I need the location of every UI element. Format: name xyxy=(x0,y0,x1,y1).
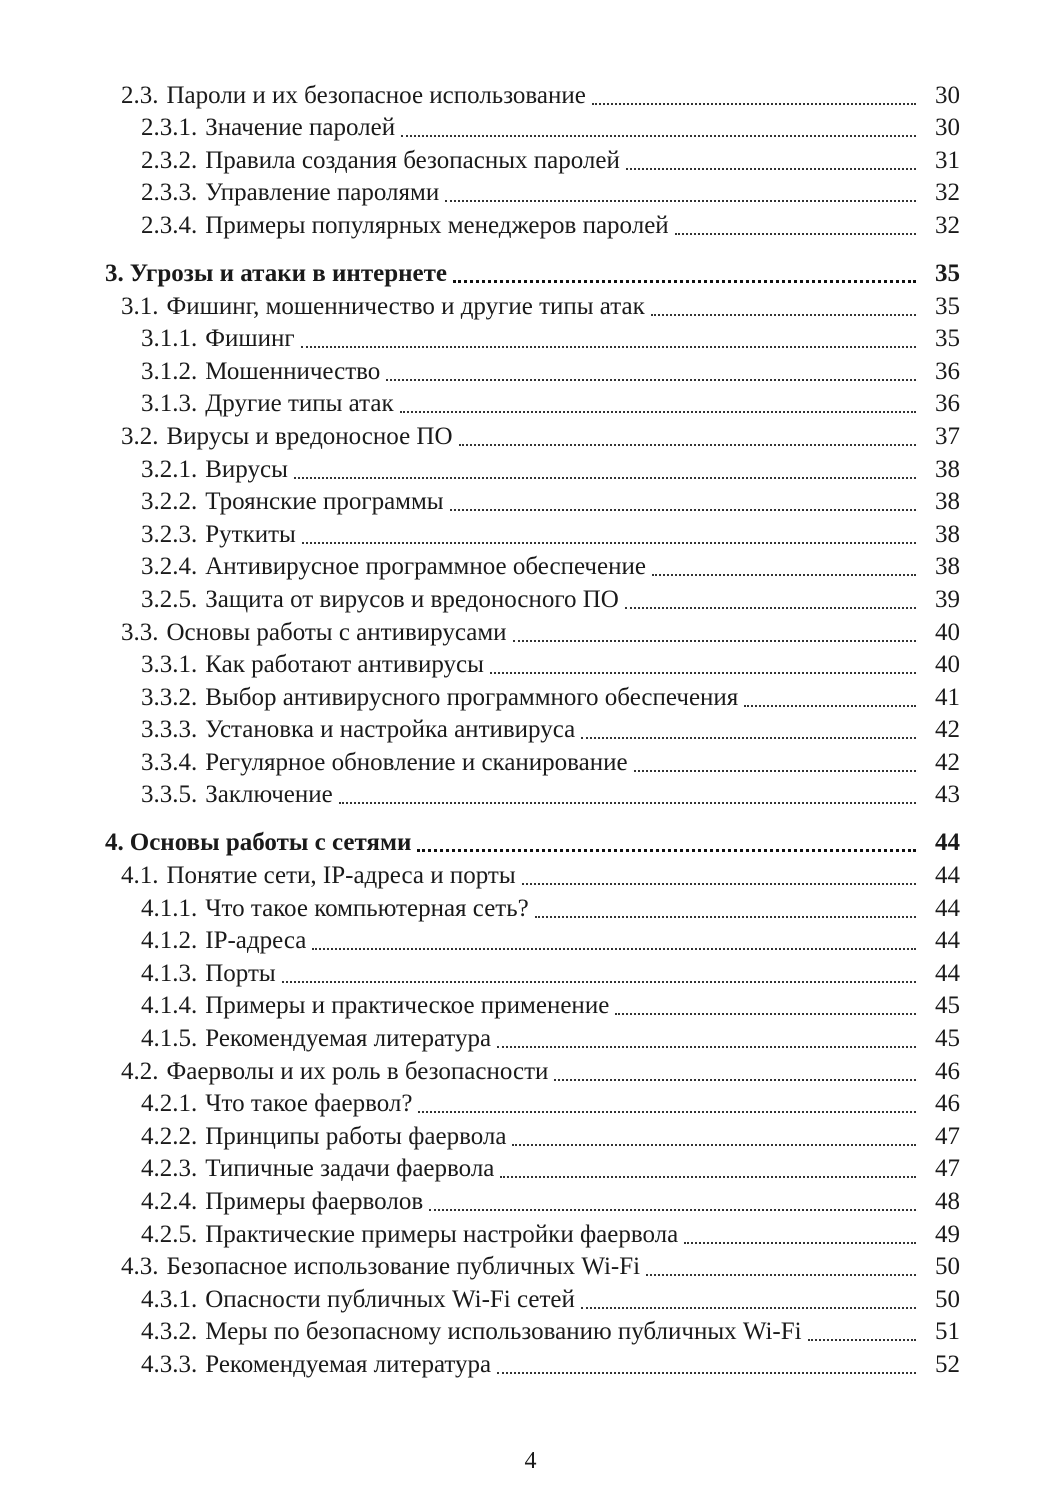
toc-entry[interactable] xyxy=(0,1120,1061,1153)
toc-entry[interactable] xyxy=(0,1185,1061,1218)
toc-entry-page: 30 xyxy=(935,114,960,142)
dot-leader xyxy=(513,640,916,642)
toc-entry-title: Опасности публичных Wi-Fi сетей xyxy=(205,1285,575,1313)
toc-entry-page: 46 xyxy=(935,1090,960,1118)
toc-entry-number: 3.2.4. xyxy=(141,553,198,581)
toc-entry-title: Заключение xyxy=(205,781,333,809)
toc-entry-title: Практические примеры настройки фаервола xyxy=(205,1220,679,1248)
toc-entry-title: Основы работы с антивирусами xyxy=(166,618,507,646)
toc-entry[interactable] xyxy=(0,453,1061,486)
toc-entry[interactable] xyxy=(0,859,1061,892)
toc-entry-number: 3.2.2. xyxy=(141,488,198,516)
toc-entry-number: 3.2. xyxy=(121,422,159,450)
toc-entry[interactable] xyxy=(0,1348,1061,1381)
dot-leader xyxy=(450,509,916,511)
toc-entry-number: 4.1.2. xyxy=(141,927,198,955)
toc-entry-number: 4.3.3. xyxy=(141,1350,198,1378)
toc-entry-page: 40 xyxy=(935,618,960,646)
toc-entry-number: 4.2.2. xyxy=(141,1122,198,1150)
toc-entry[interactable] xyxy=(0,486,1061,519)
toc-entry-number: 4.2.1. xyxy=(141,1090,198,1118)
toc-entry[interactable] xyxy=(0,1251,1061,1284)
toc-entry-number: 3.2.1. xyxy=(141,455,198,483)
toc-entry-number: 4.3.1. xyxy=(141,1285,198,1313)
dot-leader xyxy=(625,607,916,609)
dot-leader xyxy=(808,1339,916,1341)
toc-entry-page: 47 xyxy=(935,1122,960,1150)
toc-entry-page: 44 xyxy=(935,894,960,922)
toc-entry[interactable] xyxy=(0,1218,1061,1251)
toc-entry-title: Управление паролями xyxy=(205,179,440,207)
toc-entry-number: 4.3.2. xyxy=(141,1318,198,1346)
dot-leader xyxy=(652,574,916,576)
toc-entry-number: 3.3.2. xyxy=(141,683,198,711)
toc-entry-number: 3.3.5. xyxy=(141,781,198,809)
toc-entry-number: 3.1.2. xyxy=(141,357,198,385)
dot-leader xyxy=(581,737,916,739)
page-number: 4 xyxy=(524,1448,537,1474)
toc-entry-page: 38 xyxy=(935,455,960,483)
dot-leader xyxy=(459,444,916,446)
toc-entry-number: 3.3. xyxy=(121,618,159,646)
dot-leader xyxy=(282,981,916,983)
toc-entry-number: 2.3.3. xyxy=(141,179,198,207)
toc-entry-title: Понятие сети, IP-адреса и порты xyxy=(166,862,516,890)
dot-leader xyxy=(744,705,916,707)
dot-leader xyxy=(684,1242,916,1244)
toc-entry-number: 3.3.1. xyxy=(141,651,198,679)
toc-entry-page: 32 xyxy=(935,179,960,207)
toc-entry-page: 30 xyxy=(935,81,960,109)
toc-entry[interactable] xyxy=(0,925,1061,958)
toc-entry[interactable] xyxy=(0,518,1061,551)
toc-entry-number: 3.1.1. xyxy=(141,325,198,353)
toc-entry-number: 3. xyxy=(105,259,124,287)
toc-entry-number: 4.2.5. xyxy=(141,1220,198,1248)
toc-entry[interactable] xyxy=(0,1055,1061,1088)
toc-entry-title: Меры по безопасному использованию публичных Wi-Fi xyxy=(205,1318,802,1346)
toc-entry-title: Другие типы атак xyxy=(205,390,394,418)
toc-entry-number: 2.3.4. xyxy=(141,211,198,239)
toc-entry[interactable] xyxy=(0,144,1061,177)
toc-entry[interactable] xyxy=(0,1153,1061,1186)
toc-entry-page: 44 xyxy=(935,862,960,890)
toc-entry-title: IP-адреса xyxy=(205,927,307,955)
table-of-contents xyxy=(0,79,1061,1381)
toc-entry-number: 4.1.1. xyxy=(141,894,198,922)
toc-entry-title: Примеры фаерволов xyxy=(205,1188,424,1215)
toc-entry-page: 36 xyxy=(935,390,960,418)
toc-entry-number: 4.2.4. xyxy=(141,1188,198,1215)
dot-leader xyxy=(646,1274,916,1276)
dot-leader xyxy=(554,1079,916,1081)
toc-entry-page: 36 xyxy=(935,357,960,385)
dot-leader xyxy=(400,411,916,413)
toc-entry-page: 35 xyxy=(935,292,960,320)
dot-leader xyxy=(401,135,916,137)
toc-entry[interactable] xyxy=(0,79,1061,112)
dot-leader xyxy=(418,1111,916,1113)
toc-entry-number: 3.3.3. xyxy=(141,716,198,744)
dot-leader xyxy=(634,770,916,772)
dot-leader xyxy=(615,1013,916,1015)
toc-entry-number: 2.3.2. xyxy=(141,146,198,174)
toc-entry-number: 3.3.4. xyxy=(141,748,198,776)
toc-entry-page: 44 xyxy=(935,959,960,987)
toc-entry-number: 4.1.5. xyxy=(141,1025,198,1053)
toc-entry-number: 4.2. xyxy=(121,1057,159,1085)
toc-entry-title: Безопасное использование публичных Wi-Fi xyxy=(166,1253,641,1281)
toc-entry-title: Руткиты xyxy=(205,520,296,548)
toc-entry-title: Регулярное обновление и сканирование xyxy=(205,748,628,776)
toc-entry[interactable] xyxy=(0,1316,1061,1349)
toc-entry-number: 4.3. xyxy=(121,1253,159,1281)
toc-entry-title: Правила создания безопасных паролей xyxy=(205,146,620,174)
toc-entry[interactable] xyxy=(0,714,1061,747)
dot-leader xyxy=(386,379,916,381)
dot-leader xyxy=(581,1307,916,1309)
toc-entry-page: 46 xyxy=(935,1057,960,1085)
toc-entry-title: Рекомендуемая литература xyxy=(205,1025,492,1053)
toc-entry-page: 38 xyxy=(935,553,960,581)
toc-entry-page: 44 xyxy=(935,829,960,857)
toc-entry-title: Значение паролей xyxy=(205,114,396,142)
toc-entry-title: Установка и настройка антивируса xyxy=(205,716,576,744)
toc-entry-page: 52 xyxy=(935,1350,960,1378)
toc-entry-page: 40 xyxy=(935,651,960,679)
toc-entry-page: 45 xyxy=(935,992,960,1020)
toc-entry-number: 4. xyxy=(105,829,124,857)
dot-leader xyxy=(512,1144,916,1146)
toc-entry[interactable] xyxy=(0,209,1061,242)
toc-entry-number: 4.1.3. xyxy=(141,959,198,987)
dot-leader xyxy=(301,346,916,348)
toc-entry-title: Типичные задачи фаервола xyxy=(205,1155,495,1183)
toc-entry-page: 35 xyxy=(935,259,960,287)
toc-entry-title: Троянские программы xyxy=(205,488,444,516)
dot-leader xyxy=(417,849,916,852)
toc-entry-page: 35 xyxy=(935,325,960,353)
toc-entry-title: Защита от вирусов и вредоносного ПО xyxy=(205,585,619,613)
toc-entry-page: 39 xyxy=(935,585,960,613)
toc-entry[interactable] xyxy=(0,779,1061,812)
toc-entry-number: 2.3.1. xyxy=(141,114,198,142)
toc-chapter-entry[interactable] xyxy=(0,250,1061,290)
dot-leader xyxy=(626,168,916,170)
dot-leader xyxy=(490,672,916,674)
dot-leader xyxy=(497,1372,916,1374)
toc-entry-page: 50 xyxy=(935,1253,960,1281)
toc-entry[interactable] xyxy=(0,892,1061,925)
toc-entry-number: 3.2.5. xyxy=(141,585,198,613)
dot-leader xyxy=(535,916,916,918)
toc-entry-number: 4.1.4. xyxy=(141,992,198,1020)
toc-entry-page: 50 xyxy=(935,1285,960,1313)
toc-entry-title: Антивирусное программное обеспечение xyxy=(205,553,646,581)
toc-entry-title: Порты xyxy=(205,959,276,987)
dot-leader xyxy=(592,103,916,105)
toc-entry-number: 3.1. xyxy=(121,292,159,320)
toc-entry-title: Вирусы и вредоносное ПО xyxy=(166,422,453,450)
toc-entry-title: Выбор антивирусного программного обеспечения xyxy=(205,683,739,711)
toc-entry-page: 49 xyxy=(935,1220,960,1248)
dot-leader xyxy=(339,802,916,804)
toc-chapter-entry[interactable] xyxy=(0,819,1061,859)
toc-entry-number: 2.3. xyxy=(121,81,159,109)
toc-entry[interactable] xyxy=(0,323,1061,356)
dot-leader xyxy=(500,1176,916,1178)
toc-entry[interactable] xyxy=(0,1283,1061,1316)
dot-leader xyxy=(453,280,916,283)
dot-leader xyxy=(302,542,916,544)
toc-entry[interactable] xyxy=(0,112,1061,145)
toc-entry-page: 44 xyxy=(935,927,960,955)
toc-entry-page: 45 xyxy=(935,1025,960,1053)
toc-entry-title: Как работают антивирусы xyxy=(205,651,484,679)
toc-entry-title: Фишинг xyxy=(205,325,295,353)
dot-leader xyxy=(445,200,916,202)
toc-entry[interactable] xyxy=(0,649,1061,682)
toc-entry-number: 3.2.3. xyxy=(141,520,198,548)
toc-entry-page: 32 xyxy=(935,211,960,239)
dot-leader xyxy=(429,1209,916,1211)
toc-entry-title: Примеры популярных менеджеров паролей xyxy=(205,211,669,239)
toc-entry[interactable] xyxy=(0,990,1061,1023)
toc-entry-page: 37 xyxy=(935,422,960,450)
toc-entry-title: Фишинг, мошенничество и другие типы атак xyxy=(166,292,645,320)
toc-entry[interactable] xyxy=(0,957,1061,990)
toc-entry[interactable] xyxy=(0,746,1061,779)
toc-entry-page: 47 xyxy=(935,1155,960,1183)
toc-entry-number: 4.2.3. xyxy=(141,1155,198,1183)
toc-entry-page: 38 xyxy=(935,520,960,548)
toc-entry-title: Угрозы и атаки в интернете xyxy=(129,259,447,287)
toc-entry[interactable] xyxy=(0,355,1061,388)
dot-leader xyxy=(294,477,916,479)
toc-entry-page: 31 xyxy=(935,146,960,174)
toc-entry-title: Основы работы с сетями xyxy=(129,829,412,857)
toc-entry-number: 3.1.3. xyxy=(141,390,198,418)
toc-entry-title: Рекомендуемая литература xyxy=(205,1350,492,1378)
toc-entry-title: Вирусы xyxy=(205,455,288,483)
toc-entry-number: 4.1. xyxy=(121,862,159,890)
toc-entry-page: 42 xyxy=(935,716,960,744)
toc-entry-title: Принципы работы фаервола xyxy=(205,1122,507,1150)
toc-entry-title: Фаерволы и их роль в безопасности xyxy=(166,1057,549,1085)
toc-entry-title: Примеры и практическое применение xyxy=(205,992,610,1020)
toc-entry[interactable] xyxy=(0,681,1061,714)
toc-entry-title: Мошенничество xyxy=(205,357,381,385)
toc-entry-page: 41 xyxy=(935,683,960,711)
toc-entry[interactable] xyxy=(0,388,1061,421)
dot-leader xyxy=(497,1046,916,1048)
toc-entry[interactable] xyxy=(0,583,1061,616)
dot-leader xyxy=(312,948,916,950)
toc-entry-page: 48 xyxy=(935,1188,960,1215)
toc-entry-title: Что такое компьютерная сеть? xyxy=(205,894,529,922)
toc-entry[interactable] xyxy=(0,1088,1061,1121)
toc-entry[interactable] xyxy=(0,420,1061,453)
toc-entry-page: 42 xyxy=(935,748,960,776)
dot-leader xyxy=(651,314,916,316)
toc-entry[interactable] xyxy=(0,616,1061,649)
toc-entry[interactable] xyxy=(0,177,1061,210)
toc-entry[interactable] xyxy=(0,1022,1061,1055)
toc-entry-page: 38 xyxy=(935,488,960,516)
dot-leader xyxy=(522,883,916,885)
toc-entry-title: Пароли и их безопасное использование xyxy=(166,81,586,109)
toc-entry-page: 51 xyxy=(935,1318,960,1346)
toc-entry-page: 43 xyxy=(935,781,960,809)
toc-entry-title: Что такое фаервол? xyxy=(205,1090,413,1118)
toc-entry[interactable] xyxy=(0,290,1061,323)
dot-leader xyxy=(675,233,916,235)
toc-entry[interactable] xyxy=(0,551,1061,584)
